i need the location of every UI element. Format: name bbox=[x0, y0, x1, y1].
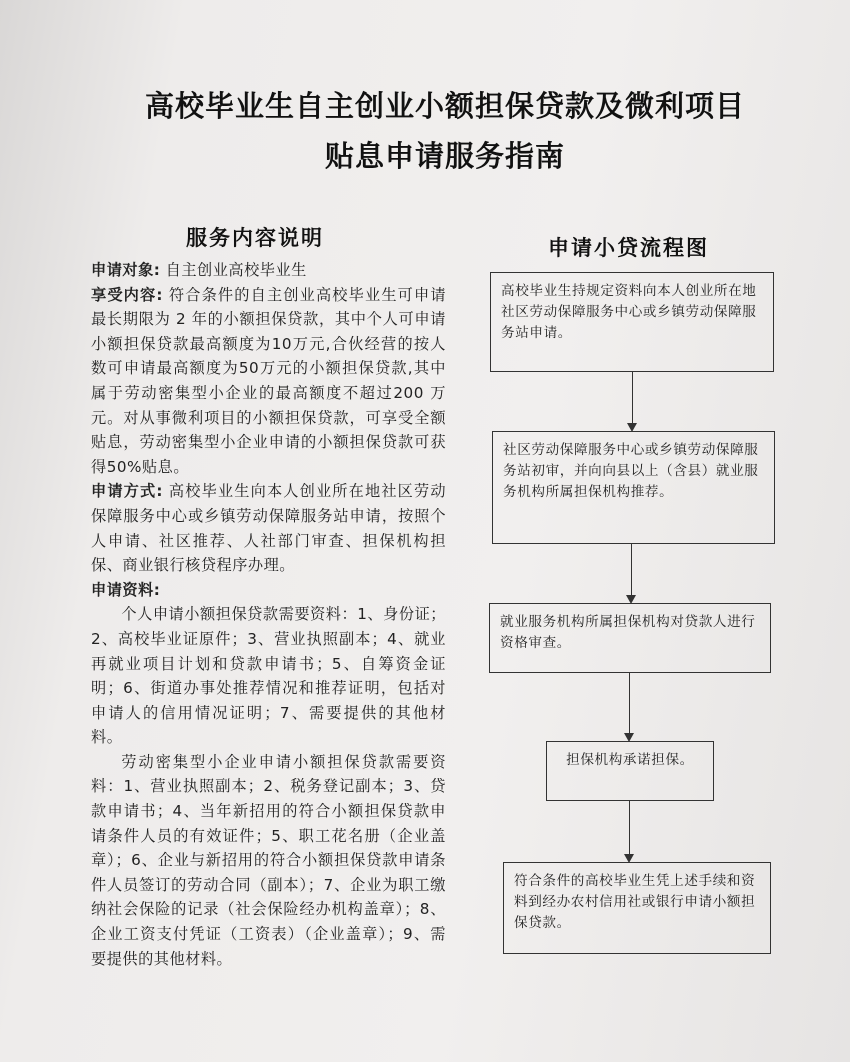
applicant-text: 自主创业高校毕业生 bbox=[165, 261, 307, 279]
flow-arrow-1 bbox=[632, 372, 633, 430]
flow-step-4: 担保机构承诺担保。 bbox=[546, 741, 714, 801]
materials-enterprise-text: 劳动密集型小企业申请小额担保贷款需要资料：1、营业执照副本；2、税务登记副本；3、贷款申请书；4、当年新招用的符合小额担保贷款申请条件人员的有效证件；5、职工花名册（企业盖章）；6、企业与新招用的符合小额担保贷款申请条件人员签订的劳动合同（副本）；7、企业为职工缴纳社会保险的记录（社会保险经办机构盖章）；8、企业工资支付凭证（工资表）（企业盖章）；9、需要提供的其他材料。 bbox=[91, 752, 446, 968]
service-description-heading: 服务内容说明 bbox=[186, 225, 324, 250]
materials-label: 申请资料: bbox=[91, 580, 161, 599]
materials-personal-text: 个人申请小额担保贷款需要资料：1、身份证；2、高校毕业证原件；3、营业执照副本；4、就业再就业项目计划和贷款申请书；5、自筹资金证明；6、街道办事处推荐情况和推荐证明，包括对申请人的信用情况证明；7、需要提供的其他材料。 bbox=[91, 605, 446, 747]
applicant-label: 申请对象: bbox=[91, 261, 161, 279]
flow-step-2: 社区劳动保障服务中心或乡镇劳动保障服务站初审，并向向县以上（含县）就业服务机构所属担保机构推荐。 bbox=[492, 431, 775, 544]
document-title-line1: 高校毕业生自主创业小额担保贷款及微利项目 bbox=[144, 89, 745, 123]
flow-step-1: 高校毕业生持规定资料向本人创业所在地社区劳动保障服务中心或乡镇劳动保障服务站申请。 bbox=[490, 272, 774, 372]
flowchart-heading: 申请小贷流程图 bbox=[548, 235, 709, 260]
benefit-paragraph bbox=[91, 283, 446, 480]
method-paragraph bbox=[91, 479, 446, 577]
flow-arrow-4 bbox=[629, 801, 630, 861]
method-label: 申请方式: bbox=[91, 482, 163, 501]
applicant-paragraph bbox=[91, 258, 446, 283]
flow-arrow-3 bbox=[629, 673, 630, 740]
document-title-line2: 贴息申请服务指南 bbox=[324, 139, 565, 173]
flow-step-3: 就业服务机构所属担保机构对贷款人进行资格审查。 bbox=[489, 603, 771, 673]
flow-arrow-2 bbox=[631, 544, 632, 602]
benefit-text: 符合条件的自主创业高校毕业生可申请最长期限为 2 年的小额担保贷款，其中个人可申请小额担保贷款最高额度为10万元,合伙经营的按人数可申请最高额度为50万元的小额担保贷款,其中属于劳动密集型小企业的最高额度不超过200 万元。对从事微利项目的小额担保贷款，可享受全额贴息，劳动密集型小企业申请的小额担保贷款可获得50%贴息。 bbox=[91, 285, 447, 476]
service-description-body bbox=[91, 258, 446, 971]
flow-step-5: 符合条件的高校毕业生凭上述手续和资料到经办农村信用社或银行申请小额担保贷款。 bbox=[503, 862, 771, 954]
method-text: 高校毕业生向本人创业所在地社区劳动保障服务中心或乡镇劳动保障服务站申请，按照个人申请、社区推荐、人社部门审查、担保机构担保、商业银行核贷程序办理。 bbox=[91, 482, 447, 575]
benefit-label: 享受内容: bbox=[91, 285, 163, 304]
